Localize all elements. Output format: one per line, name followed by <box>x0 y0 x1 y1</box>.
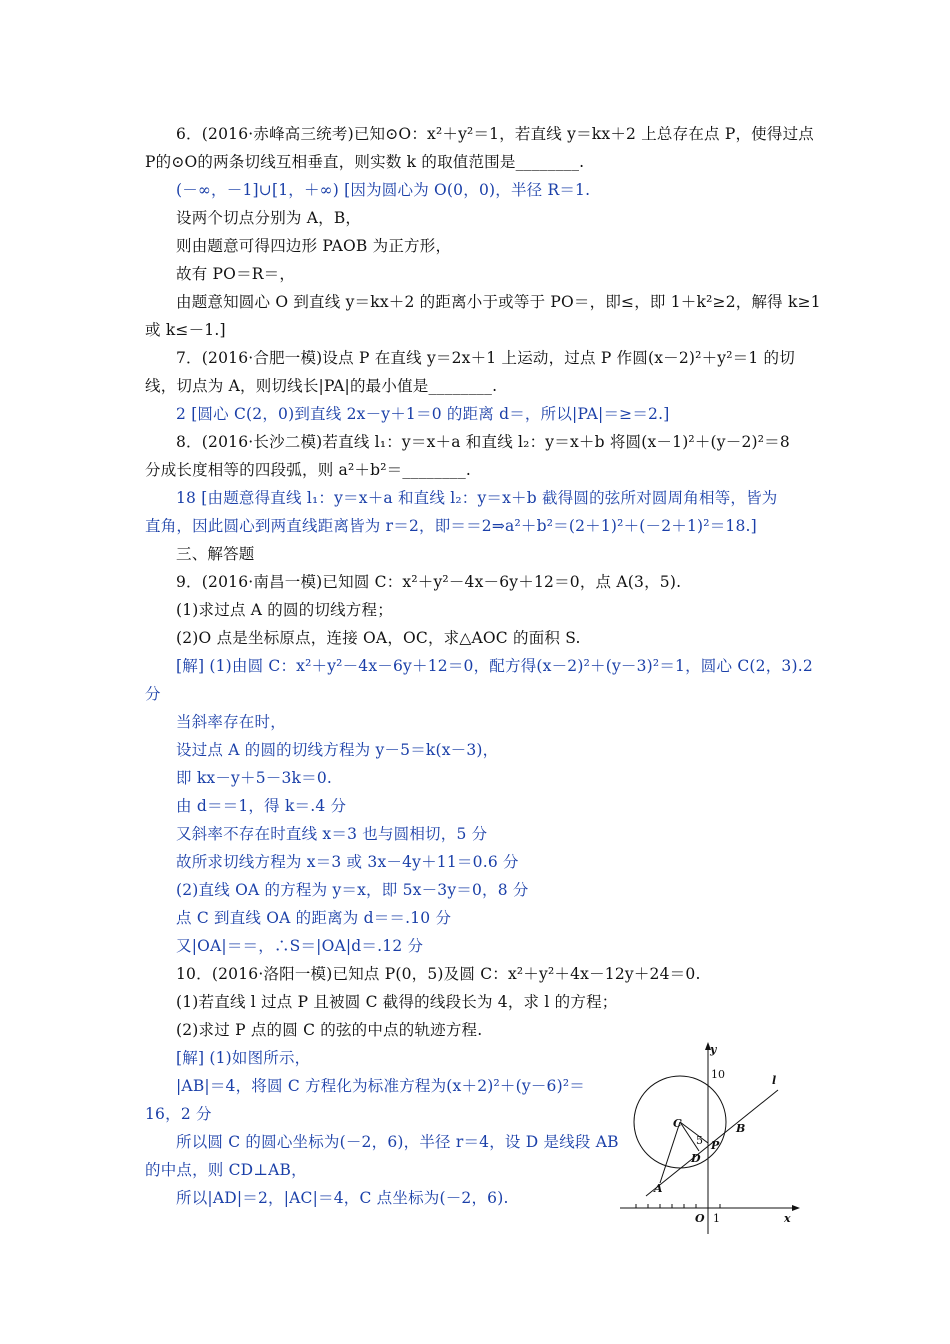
text-line: P的⊙O的两条切线互相垂直，则实数 k 的取值范围是________. <box>145 153 585 171</box>
segment-ca <box>660 1122 680 1183</box>
tick-label-1: 1 <box>713 1212 720 1225</box>
point-b-label: B <box>736 1122 746 1135</box>
text-line: 故有 PO＝R＝， <box>176 265 296 283</box>
geometry-figure <box>610 1038 800 1238</box>
text-line: 由题意知圆心 O 到直线 y＝kx＋2 的距离小于或等于 PO＝，即≤，即 1＋k²≥2，解得 k≥1 <box>176 293 821 311</box>
tick-label-5: 5 <box>696 1134 703 1147</box>
text-line: 直角，因此圆心到两直线距离皆为 r＝2，即＝＝2⇒a²＋b²＝(2＋1)²＋(－2＋1)²＝18.] <box>145 517 757 535</box>
text-line: 分 <box>145 685 161 703</box>
text-line: 的中点，则 CD⊥AB， <box>145 1161 307 1179</box>
circle-diagram <box>610 1038 800 1238</box>
section-heading: 三、解答题 <box>176 545 255 563</box>
text-line: 由 d＝＝1，得 k＝.4 分 <box>176 797 347 815</box>
x-axis-label: x <box>784 1212 791 1225</box>
text-line: 所以|AD|＝2，|AC|＝4，C 点坐标为(－2，6). <box>176 1189 509 1207</box>
text-line: 即 kx－y＋5－3k＝0. <box>176 769 333 787</box>
text-line: 2 [圆心 C(2，0)到直线 2x－y＋1＝0 的距离 d＝，所以|PA|＝≥＝2.] <box>176 405 670 423</box>
text-line: 设过点 A 的圆的切线方程为 y－5＝k(x－3)， <box>176 741 499 759</box>
text-line: (2)O 点是坐标原点，连接 OA，OC，求△AOC 的面积 S. <box>176 629 581 647</box>
text-line: 9．(2016·南昌一模)已知圆 C：x²＋y²－4x－6y＋12＝0，点 A(3，5). <box>176 573 682 591</box>
text-line: 所以圆 C 的圆心坐标为(－2，6)，半径 r＝4，设 D 是线段 AB <box>176 1133 619 1151</box>
text-line: 分成长度相等的四段弧，则 a²＋b²＝________. <box>145 461 472 479</box>
point-a-label: A <box>654 1182 663 1195</box>
text-line: 故所求切线方程为 x＝3 或 3x－4y＋11＝0.6 分 <box>176 853 519 871</box>
text-line: |AB|＝4，将圆 C 方程化为标准方程为(x＋2)²＋(y－6)²＝ <box>176 1077 585 1095</box>
text-line: 6．(2016·赤峰高三统考)已知⊙O：x²＋y²＝1，若直线 y＝kx＋2 上总存在点 P，使得过点 <box>176 125 814 143</box>
x-axis-arrow <box>792 1205 800 1211</box>
x-ticks <box>636 1204 720 1208</box>
text-line: 或 k≤－1.] <box>145 321 226 339</box>
point-c-label: C <box>673 1117 682 1130</box>
text-line: 设两个切点分别为 A，B， <box>176 209 362 227</box>
text-line: (1)求过点 A 的圆的切线方程； <box>176 601 393 619</box>
segment-cp <box>680 1122 708 1143</box>
origin-label: O <box>695 1212 705 1225</box>
text-line: [解] (1)如图所示， <box>176 1049 311 1067</box>
text-line: 又|OA|＝＝，∴S＝|OA|d＝.12 分 <box>176 937 424 955</box>
text-line: 10．(2016·洛阳一模)已知点 P(0，5)及圆 C：x²＋y²＋4x－12y＋24＝0. <box>176 965 701 983</box>
point-p-label: P <box>711 1139 720 1152</box>
text-line: (1)若直线 l 过点 P 且被圆 C 截得的线段长为 4，求 l 的方程； <box>176 993 618 1011</box>
text-line: 则由题意可得四边形 PAOB 为正方形， <box>176 237 452 255</box>
text-line: 点 C 到直线 OA 的距离为 d＝＝.10 分 <box>176 909 452 927</box>
text-line: 18 [由题意得直线 l₁：y＝x＋a 和直线 l₂：y＝x＋b 截得圆的弦所对圆周角相等，皆为 <box>176 489 778 507</box>
text-line: 线，切点为 A，则切线长|PA|的最小值是________. <box>145 377 498 395</box>
text-line: [解] (1)由圆 C：x²＋y²－4x－6y＋12＝0，配方得(x－2)²＋(y－3)²＝1，圆心 C(2，3).2 <box>176 657 813 675</box>
line-l-label: l <box>772 1074 777 1087</box>
text-line: 又斜率不存在时直线 x＝3 也与圆相切，5 分 <box>176 825 488 843</box>
text-line: (－∞，－1]∪[1，＋∞) [因为圆心为 O(0，0)，半径 R＝1. <box>176 181 591 199</box>
text-line: (2)直线 OA 的方程为 y＝x，即 5x－3y＝0，8 分 <box>176 881 529 899</box>
tick-label-10: 10 <box>711 1068 725 1081</box>
text-line: 8．(2016·长沙二模)若直线 l₁：y＝x＋a 和直线 l₂：y＝x＋b 将圆(x－1)²＋(y－2)²＝8 <box>176 433 790 451</box>
text-line: 当斜率存在时， <box>176 713 286 731</box>
text-line: 16，2 分 <box>145 1105 212 1123</box>
text-line: (2)求过 P 点的圆 C 的弦的中点的轨迹方程. <box>176 1021 483 1039</box>
text-line: 7．(2016·合肥一模)设点 P 在直线 y＝2x＋1 上运动，过点 P 作圆(x－2)²＋y²＝1 的切 <box>176 349 795 367</box>
y-axis-label: y <box>710 1043 717 1056</box>
point-d-label: D <box>691 1152 701 1165</box>
